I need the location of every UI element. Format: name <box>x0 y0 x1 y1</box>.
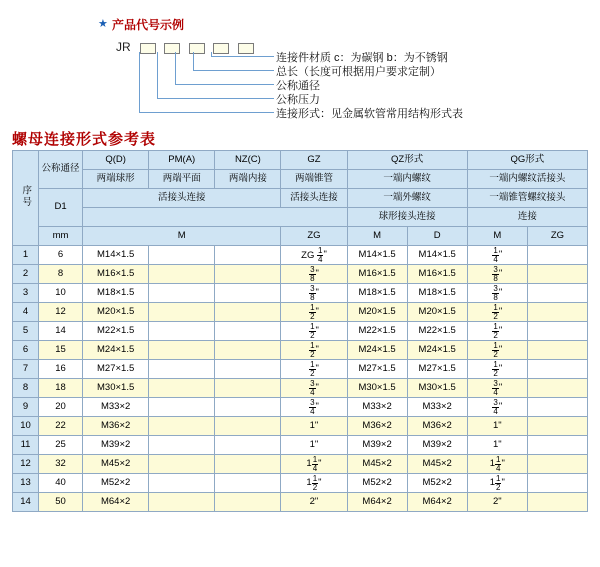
cell-qg-m: $\frac{1}{2}$ " <box>467 341 527 360</box>
cell-nz <box>215 322 281 341</box>
cell-dn: 40 <box>39 474 83 493</box>
cell-seq: 14 <box>13 493 39 512</box>
header-d1: D1 <box>39 189 83 227</box>
cell-qg-zg <box>527 493 587 512</box>
cell-pm <box>149 322 215 341</box>
header-unit-mm: mm <box>39 227 83 246</box>
header-spacer <box>83 208 347 227</box>
cell-qz-m: M64×2 <box>347 493 407 512</box>
cell-q: M52×2 <box>83 474 149 493</box>
cell-dn: 6 <box>39 246 83 265</box>
cell-seq: 7 <box>13 360 39 379</box>
table-row <box>13 455 588 474</box>
cell-qz-d: M36×2 <box>407 417 467 436</box>
cell-q: M18×1.5 <box>83 284 149 303</box>
cell-pm <box>149 265 215 284</box>
legend-line-4: 公称压力 <box>276 94 320 106</box>
cell-seq: 9 <box>13 398 39 417</box>
cell-qz-d: M27×1.5 <box>407 360 467 379</box>
header-desc-gz: 两端锥管 <box>281 170 347 189</box>
cell-qz-d: M45×2 <box>407 455 467 474</box>
cell-qz-m: M22×1.5 <box>347 322 407 341</box>
cell-dn: 14 <box>39 322 83 341</box>
cell-seq: 12 <box>13 455 39 474</box>
cell-qz-m: M16×1.5 <box>347 265 407 284</box>
table-header-row-4 <box>13 208 588 227</box>
header-desc-qz-1: 一端内螺纹 <box>347 170 467 189</box>
cell-dn: 32 <box>39 455 83 474</box>
header-desc-q: 两端球形 <box>83 170 149 189</box>
cell-seq: 4 <box>13 303 39 322</box>
cell-seq: 6 <box>13 341 39 360</box>
header-group-code-qz: QZ形式 <box>347 151 467 170</box>
cell-seq: 10 <box>13 417 39 436</box>
cell-nz <box>215 341 281 360</box>
cell-pm <box>149 455 215 474</box>
cell-qz-d: M52×2 <box>407 474 467 493</box>
cell-qz-m: M39×2 <box>347 436 407 455</box>
table-row <box>13 436 588 455</box>
header-join-qz: 球形接头连接 <box>347 208 467 227</box>
cell-seq: 3 <box>13 284 39 303</box>
cell-qg-zg <box>527 322 587 341</box>
cell-pm <box>149 493 215 512</box>
nut-connection-table <box>12 150 588 512</box>
cell-qz-d: M18×1.5 <box>407 284 467 303</box>
table-row <box>13 284 588 303</box>
cell-gz: 1" <box>281 436 347 455</box>
cell-qz-m: M33×2 <box>347 398 407 417</box>
legend-title: 产品代号示例 <box>112 18 185 32</box>
cell-qg-m: $\frac{3}{8}$ " <box>467 284 527 303</box>
cell-qg-zg <box>527 284 587 303</box>
cell-pm <box>149 360 215 379</box>
table-row <box>13 474 588 493</box>
cell-gz: $\frac{1}{2}$ " <box>281 303 347 322</box>
cell-nz <box>215 284 281 303</box>
cell-seq: 11 <box>13 436 39 455</box>
cell-q: M14×1.5 <box>83 246 149 265</box>
header-unit-qz-d: D <box>407 227 467 246</box>
cell-qz-m: M30×1.5 <box>347 379 407 398</box>
cell-dn: 15 <box>39 341 83 360</box>
header-join-qg: 连接 <box>467 208 587 227</box>
header-dn: 公称通径 <box>39 151 83 189</box>
cell-qz-m: M27×1.5 <box>347 360 407 379</box>
cell-gz: $\frac{1}{2}$ " <box>281 360 347 379</box>
header-unit-qg-m: M <box>467 227 527 246</box>
cell-qz-m: M36×2 <box>347 417 407 436</box>
cell-qg-zg <box>527 398 587 417</box>
table-row <box>13 322 588 341</box>
cell-nz <box>215 493 281 512</box>
cell-gz: 1 $\frac{1}{4}$ " <box>281 455 347 474</box>
cell-qg-m: $\frac{3}{8}$ " <box>467 265 527 284</box>
cell-nz <box>215 265 281 284</box>
cell-qg-zg <box>527 417 587 436</box>
cell-seq: 13 <box>13 474 39 493</box>
header-group-code-gz: GZ <box>281 151 347 170</box>
cell-qg-zg <box>527 341 587 360</box>
cell-qg-zg <box>527 436 587 455</box>
cell-qg-zg <box>527 265 587 284</box>
product-code-prefix: JR <box>116 40 131 54</box>
cell-q: M33×2 <box>83 398 149 417</box>
header-unit-qz-m: M <box>347 227 407 246</box>
cell-pm <box>149 341 215 360</box>
cell-q: M27×1.5 <box>83 360 149 379</box>
table-header-row-3 <box>13 189 588 208</box>
cell-qz-d: M14×1.5 <box>407 246 467 265</box>
cell-nz <box>215 455 281 474</box>
cell-dn: 12 <box>39 303 83 322</box>
cell-qg-zg <box>527 379 587 398</box>
cell-qg-zg <box>527 360 587 379</box>
cell-nz <box>215 303 281 322</box>
cell-qg-m: 1" <box>467 436 527 455</box>
cell-dn: 50 <box>39 493 83 512</box>
legend-line-2: 总长（长度可根据用户要求定制） <box>276 66 441 78</box>
cell-gz: 1" <box>281 417 347 436</box>
cell-seq: 8 <box>13 379 39 398</box>
table-row <box>13 246 588 265</box>
cell-qg-m: 1" <box>467 417 527 436</box>
cell-qz-d: M30×1.5 <box>407 379 467 398</box>
cell-qg-m: $\frac{3}{4}$ " <box>467 379 527 398</box>
header-seq: 序号 <box>13 151 39 246</box>
cell-qg-m: $\frac{1}{2}$ " <box>467 360 527 379</box>
header-unit-zg: ZG <box>281 227 347 246</box>
cell-gz: $\frac{3}{8}$ " <box>281 284 347 303</box>
cell-nz <box>215 360 281 379</box>
cell-nz <box>215 474 281 493</box>
cell-seq: 5 <box>13 322 39 341</box>
table-row <box>13 265 588 284</box>
cell-q: M30×1.5 <box>83 379 149 398</box>
cell-qz-m: M14×1.5 <box>347 246 407 265</box>
cell-qz-d: M16×1.5 <box>407 265 467 284</box>
cell-qg-zg <box>527 303 587 322</box>
cell-gz: $\frac{1}{2}$ " <box>281 322 347 341</box>
table-header-row-5 <box>13 227 588 246</box>
cell-pm <box>149 474 215 493</box>
table-header-row-1 <box>13 151 588 170</box>
legend-line-5: 连接形式：见金属软管常用结构形式表 <box>276 108 463 120</box>
header-group-code-nz: NZ(C) <box>215 151 281 170</box>
header-unit-m: M <box>83 227 281 246</box>
cell-q: M24×1.5 <box>83 341 149 360</box>
cell-seq: 1 <box>13 246 39 265</box>
cell-qz-d: M33×2 <box>407 398 467 417</box>
cell-pm <box>149 303 215 322</box>
cell-qz-m: M45×2 <box>347 455 407 474</box>
cell-nz <box>215 417 281 436</box>
cell-pm <box>149 379 215 398</box>
table-row <box>13 360 588 379</box>
header-group-code-q: Q(D) <box>83 151 149 170</box>
header-desc-qz-2: 一端外螺纹 <box>347 189 467 208</box>
header-desc-qg-2: 一端锥管螺纹接头 <box>467 189 587 208</box>
header-desc-qg-1: 一端内螺纹活接头 <box>467 170 587 189</box>
cell-qz-m: M20×1.5 <box>347 303 407 322</box>
cell-dn: 25 <box>39 436 83 455</box>
cell-dn: 18 <box>39 379 83 398</box>
cell-qg-m: 2" <box>467 493 527 512</box>
legend-line-1: 连接件材质 c：为碳钢 b：为不锈钢 <box>276 52 448 64</box>
cell-pm <box>149 436 215 455</box>
product-code-legend <box>0 0 600 130</box>
cell-nz <box>215 379 281 398</box>
cell-gz: $\frac{3}{8}$ " <box>281 265 347 284</box>
cell-gz: 1 $\frac{1}{2}$ " <box>281 474 347 493</box>
cell-gz: $\frac{3}{4}$ " <box>281 398 347 417</box>
cell-qg-m: $\frac{3}{4}$ " <box>467 398 527 417</box>
cell-qg-zg <box>527 246 587 265</box>
cell-nz <box>215 436 281 455</box>
cell-qz-d: M24×1.5 <box>407 341 467 360</box>
cell-qg-m: $\frac{1}{2}$ " <box>467 322 527 341</box>
cell-q: M45×2 <box>83 455 149 474</box>
header-join-gz: 活接头连接 <box>281 189 347 208</box>
table-body <box>13 246 588 512</box>
cell-gz: 2" <box>281 493 347 512</box>
cell-qg-m: $\frac{1}{4}$ " <box>467 246 527 265</box>
cell-qz-m: M18×1.5 <box>347 284 407 303</box>
table-row <box>13 493 588 512</box>
cell-dn: 20 <box>39 398 83 417</box>
cell-nz <box>215 246 281 265</box>
table-row <box>13 398 588 417</box>
cell-nz <box>215 398 281 417</box>
header-desc-pm: 两端平面 <box>149 170 215 189</box>
cell-qz-m: M52×2 <box>347 474 407 493</box>
cell-gz: $\frac{3}{4}$ " <box>281 379 347 398</box>
cell-qz-d: M20×1.5 <box>407 303 467 322</box>
cell-qz-m: M24×1.5 <box>347 341 407 360</box>
cell-q: M20×1.5 <box>83 303 149 322</box>
table-header-row-2 <box>13 170 588 189</box>
cell-gz: $\frac{1}{2}$ " <box>281 341 347 360</box>
cell-pm <box>149 284 215 303</box>
cell-dn: 22 <box>39 417 83 436</box>
cell-pm <box>149 246 215 265</box>
header-group-code-pm: PM(A) <box>149 151 215 170</box>
cell-qz-d: M39×2 <box>407 436 467 455</box>
cell-dn: 8 <box>39 265 83 284</box>
cell-dn: 10 <box>39 284 83 303</box>
cell-qg-m: 1 $\frac{1}{2}$ " <box>467 474 527 493</box>
header-group-code-qg: QG形式 <box>467 151 587 170</box>
header-join-q: 活接头连接 <box>83 189 281 208</box>
page-title: 螺母连接形式参考表 <box>12 131 157 148</box>
cell-qg-m: $\frac{1}{2}$ " <box>467 303 527 322</box>
cell-q: M16×1.5 <box>83 265 149 284</box>
cell-q: M36×2 <box>83 417 149 436</box>
cell-qz-d: M64×2 <box>407 493 467 512</box>
cell-q: M39×2 <box>83 436 149 455</box>
legend-line-3: 公称通径 <box>276 80 320 92</box>
cell-qz-d: M22×1.5 <box>407 322 467 341</box>
cell-dn: 16 <box>39 360 83 379</box>
cell-q: M22×1.5 <box>83 322 149 341</box>
table-row <box>13 341 588 360</box>
cell-qg-m: 1 $\frac{1}{4}$ " <box>467 455 527 474</box>
leader-line-5 <box>139 52 274 113</box>
cell-qg-zg <box>527 455 587 474</box>
cell-seq: 2 <box>13 265 39 284</box>
cell-pm <box>149 398 215 417</box>
table-row <box>13 417 588 436</box>
header-desc-nz: 两端内接 <box>215 170 281 189</box>
cell-gz: ZG $\frac{1}{4}$ " <box>281 246 347 265</box>
cell-qg-zg <box>527 474 587 493</box>
header-unit-qg-zg: ZG <box>527 227 587 246</box>
cell-q: M64×2 <box>83 493 149 512</box>
cell-pm <box>149 417 215 436</box>
table-row <box>13 379 588 398</box>
table-row <box>13 303 588 322</box>
star-icon: ★ <box>98 18 108 30</box>
